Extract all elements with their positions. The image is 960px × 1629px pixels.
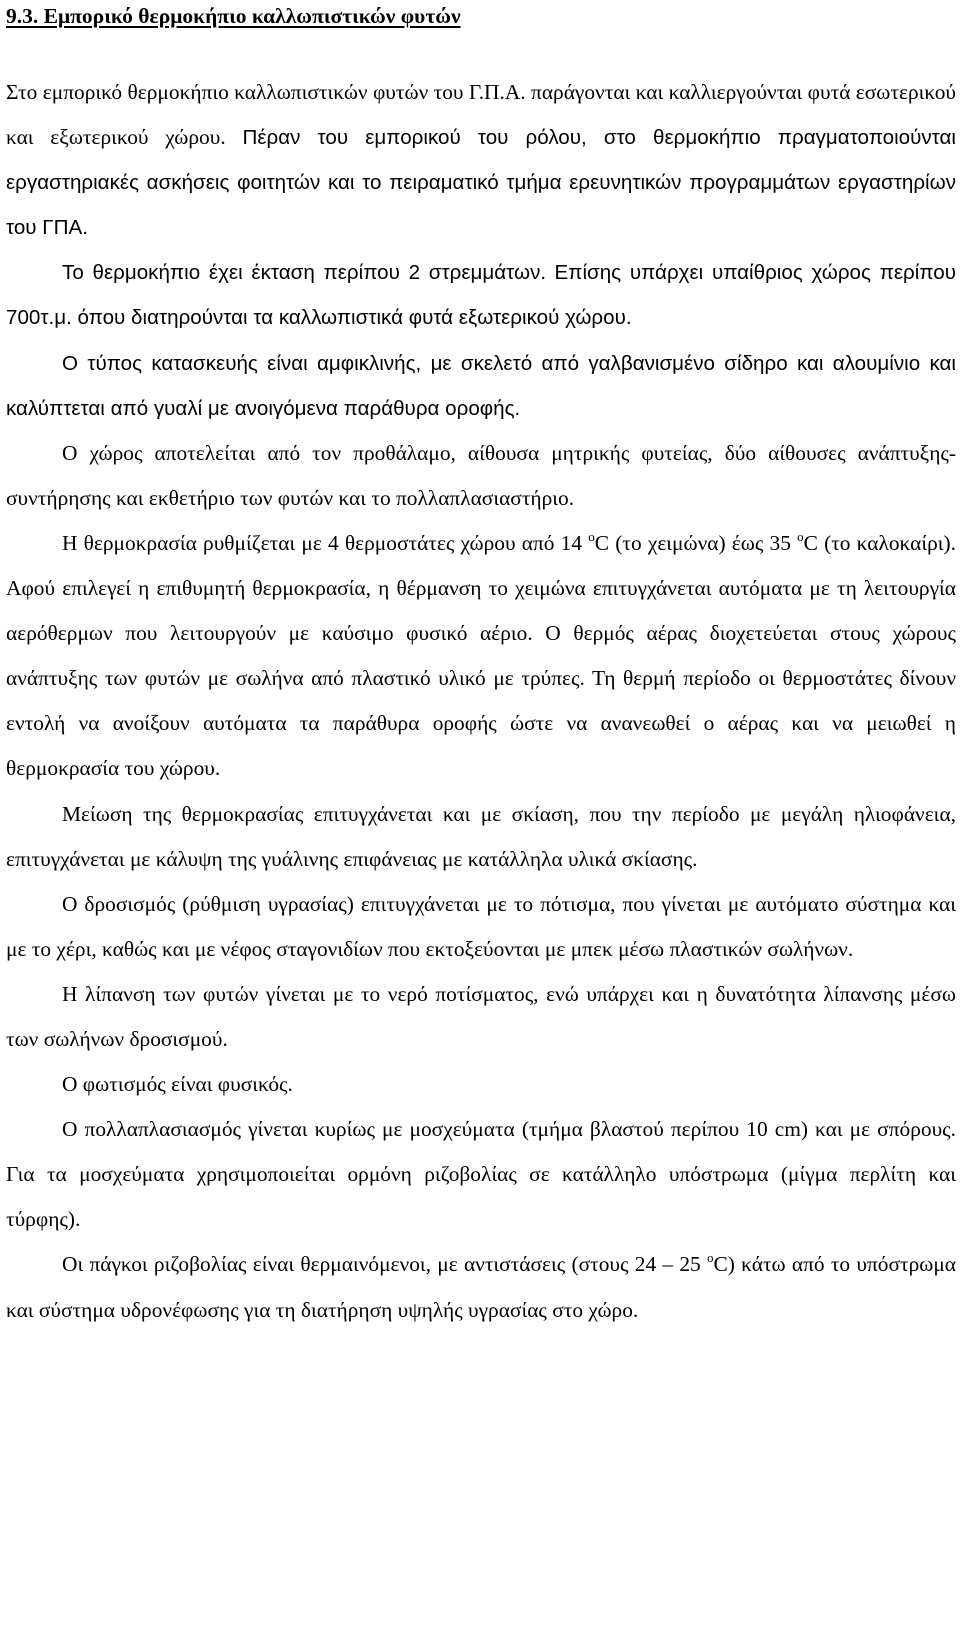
paragraph-text: Ο δροσισμός (ρύθμιση υγρασίας) επιτυγχάνεται με το πότισμα, που γίνεται με αυτόματο σύστημα και με το χέρι, καθώς και με νέφος σταγονιδίων που εκτοξεύονται με μπεκ μέσω πλαστικών σωλήνων. [6,891,956,961]
paragraph-text: C (το χειμώνα) έως 35 [594,530,791,555]
paragraph-area [6,250,956,340]
paragraph-lighting [6,1062,956,1107]
paragraph-text: Η θερμοκρασία ρυθμίζεται με 4 θερμοστάτες χώρου από 14 [62,530,583,555]
paragraph-text: Πέραν του εμπορικού του ρόλου, στο θερμοκήπιο πραγματοποιούνται εργαστηριακές ασκήσεις φοιτητών και το πειραματικό τμήμα ερευνητικών προγραμμάτων εργαστηρίων του ΓΠΑ. [6,126,956,240]
paragraph-rooting-benches [6,1242,956,1332]
paragraph-text: Ο τύπος κατασκευής είναι αμφικλινής, με σκελετό από γαλβανισμένο σίδηρο και αλουμίνιο και καλύπτεται από γυαλί με ανοιγόμενα παράθυρα οροφής. [6,351,956,420]
paragraph-cooling [6,882,956,972]
paragraph-text: Ο πολλαπλασιασμός γίνεται κυρίως με μοσχεύματα (τμήμα βλαστού περίπου 10 cm) και με σπόρους. Για τα μοσχεύματα χρησιμοποιείται ορμόνη ριζοβολίας σε κατάλληλο υπόστρωμα (μίγμα περλίτη και τύρφης). [6,1117,956,1232]
paragraph-rooms [6,431,956,521]
paragraph-text: Το θερμοκήπιο έχει έκταση περίπου 2 στρεμμάτων. [62,261,547,285]
paragraph-text: Στο εμπορικό θερμοκήπιο καλλωπιστικών φυτών του Γ.Π.Α. παράγονται και καλλιεργούνται φυτά εσωτερικού και εξωτερικού χώρου. [6,80,956,150]
paragraph-propagation [6,1107,956,1242]
paragraph-text: Μείωση της θερμοκρασίας επιτυγχάνεται και με σκίαση, που την περίοδο με μεγάλη ηλιοφάνεια, επιτυγχάνεται με κάλυψη της γυάλινης επιφάνειας με κατάλληλα υλικά σκίασης. [6,801,956,871]
section-heading: 9.3. Εμπορικό θερμοκήπιο καλλωπιστικών φυτών [6,4,461,28]
degree-symbol: o [588,528,595,544]
paragraph-text: Αφού επιλεγεί η επιθυμητή θερμοκρασία, η θέρμανση το χειμώνα επιτυγχάνεται αυτόματα με τη λειτουργία αερόθερμων που λειτουργούν με καύσιμο φυσικό αέριο. Ο θερμός αέρας διοχετεύεται στους χώρους ανάπτυξης των φυτών με σωλήνα από πλαστικό υλικό με τρύπες. Τη θερμή περίοδο οι θερμοστάτες δίνουν εντολή να ανοίξουν αυτόματα τα παράθυρα οροφής ώστε να ανανεωθεί ο αέρας και να μειωθεί η θερμοκρασία του χώρου. [6,576,956,781]
paragraph-construction [6,341,956,431]
degree-symbol: o [797,528,804,544]
paragraph-text: Ο χώρος αποτελείται από τον προθάλαμο, αίθουσα μητρικής φυτείας, δύο αίθουσες ανάπτυξης-συντήρησης και εκθετήριο των φυτών και το πολλαπλασιαστήριο. [6,440,956,510]
paragraph-shading [6,792,956,882]
paragraph-production [6,70,956,250]
paragraph-text: C (το καλοκαίρι). [803,530,956,555]
paragraph-text: C) κάτω από το υπόστρωμα και σύστημα υδρονέφωσης για τη διατήρηση υψηλής υγρασίας στο χώρο. [6,1252,957,1322]
paragraph-text: Ο φωτισμός είναι φυσικός. [62,1072,293,1097]
paragraph-fertilization [6,972,956,1062]
paragraph-text: Οι πάγκοι ριζοβολίας είναι θερμαινόμενοι, με αντιστάσεις (στους 24 – 25 [62,1252,701,1277]
degree-symbol: o [707,1250,714,1266]
paragraph-temperature [6,521,956,792]
paragraph-text: Η λίπανση των φυτών γίνεται με το νερό ποτίσματος, ενώ υπάρχει και η δυνατότητα λίπανσης μέσω των σωλήνων δροσισμού. [6,981,956,1051]
document-page [6,0,956,1333]
paragraph-text: Επίσης υπάρχει υπαίθριος χώρος περίπου 700τ.μ. όπου διατηρούνται τα καλλωπιστικά φυτά εξωτερικού χώρου. [6,261,956,330]
